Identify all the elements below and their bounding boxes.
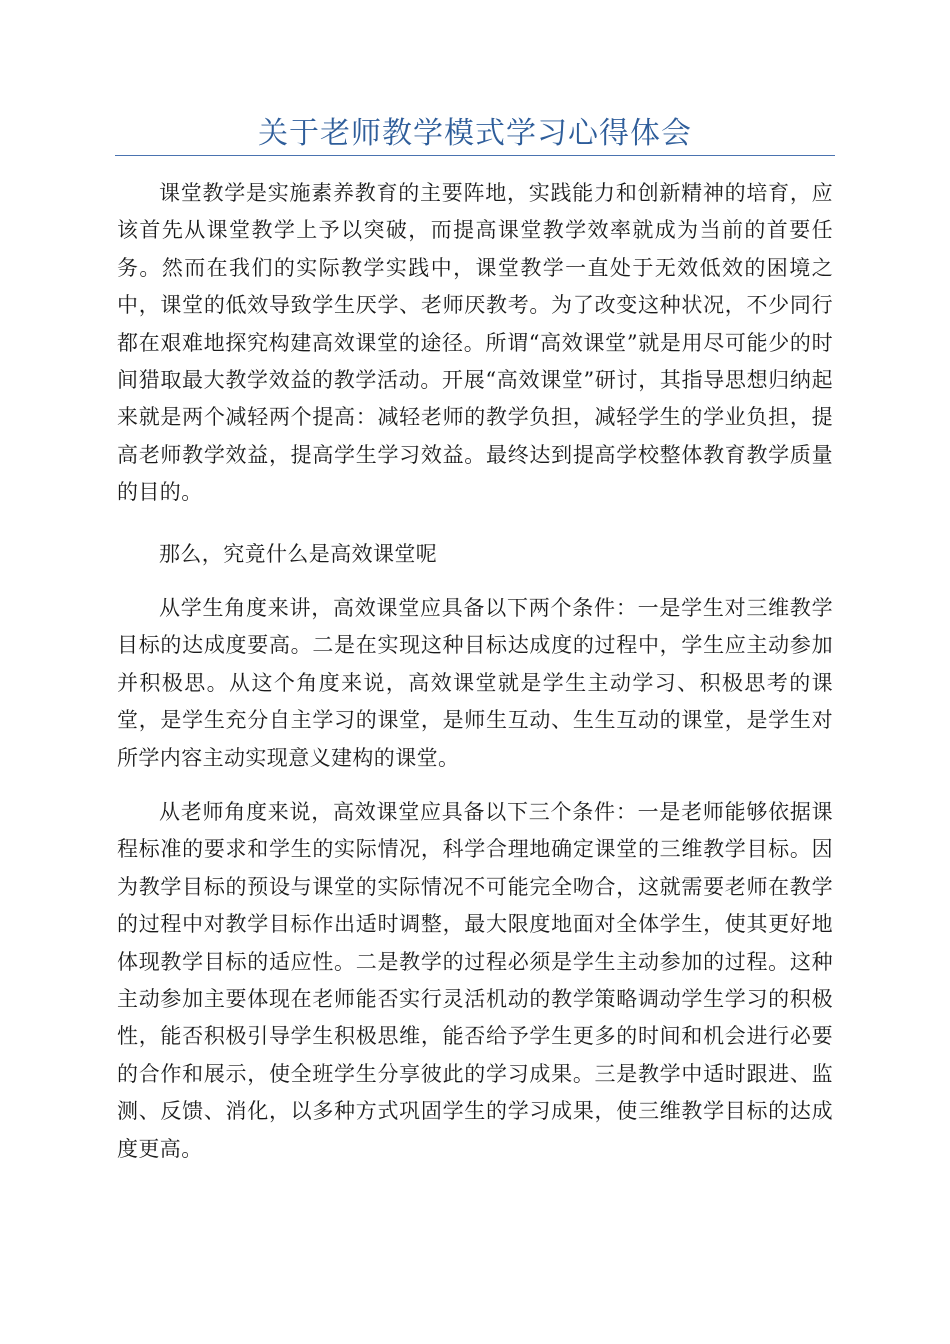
paragraph-teacher-perspective: 从老师角度来说，高效课堂应具备以下三个条件：一是老师能够依据课程标准的要求和学生的实际情况，科学合理地确定课堂的三维教学目标。因为教学目标的预设与课堂的实际情况不可能完全吻合，这就需要老师在教学的过程中对教学目标作出适时调整，最大限度地面对全体学生，使其更好地体现教学目标的适应性。二是教学的过程必须是学生主动参加的过程。这种主动参加主要体现在老师能否实行灵活机动的教学策略调动学生学习的积极性，能否积极引导学生积极思维，能否给予学生更多的时间和机会进行必要的合作和展示，使全班学生分享彼此的学习成果。三是教学中适时跟进、监测、反馈、消化，以多种方式巩固学生的学习成果，使三维教学目标的达成度更高。 <box>117 800 833 1161</box>
title-underline <box>115 155 835 156</box>
paragraph-student-perspective: 从学生角度来讲，高效课堂应具备以下两个条件：一是学生对三维教学目标的达成度要高。二是在实现这种目标达成度的过程中，学生应主动参加并积极思。从这个角度来说，高效课堂就是学生主动学习、积极思考的课堂，是学生充分自主学习的课堂，是师生互动、生生互动的课堂，是学生对所学内容主动实现意义建构的课堂。 <box>117 596 833 770</box>
paragraph-question: 那么，究竟什么是高效课堂呢 <box>159 542 438 566</box>
paragraph-intro: 课堂教学是实施素养教育的主要阵地，实践能力和创新精神的培育，应该首先从课堂教学上予以突破，而提高课堂教学效率就成为当前的首要任务。然而在我们的实际教学实践中，课堂教学一直处于无效低效的困境之中，课堂的低效导致学生厌学、老师厌教考。为了改变这种状况，不少同行都在艰难地探究构建高效课堂的途径。所谓“高效课堂”就是用尽可能少的时间猎取最大教学效益的教学活动。开展“高效课堂”研讨，其指导思想归纳起来就是两个减轻两个提高：减轻老师的教学负担，减轻学生的学业负担，提高老师教学效益，提高学生学习效益。最终达到提高学校整体教育教学质量的目的。 <box>117 181 833 505</box>
document-title: 关于老师教学模式学习心得体会 <box>258 116 692 151</box>
